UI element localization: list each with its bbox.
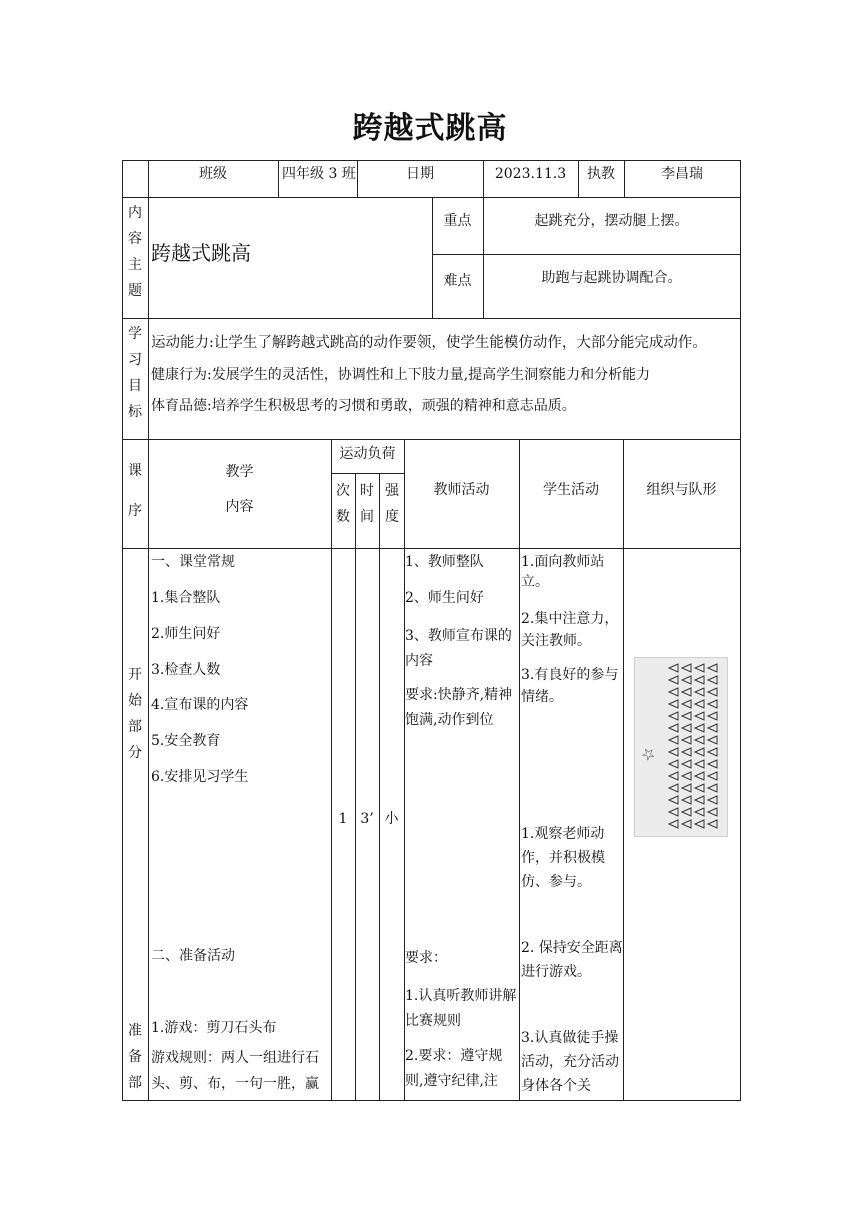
teacher-activity-item: 要求:快静齐,精神饱满,动作到位 bbox=[405, 687, 513, 728]
content-topic-label: 内 容 主 题 bbox=[128, 205, 142, 299]
intensity-header: 强 度 bbox=[385, 483, 399, 525]
class-value: 四年级 3 班 bbox=[282, 166, 356, 182]
intensity-value: 小 bbox=[384, 811, 399, 827]
student-triangle-icon bbox=[669, 688, 678, 696]
student-triangle-icon bbox=[682, 664, 691, 672]
difficulty-label: 难点 bbox=[443, 273, 472, 289]
student-triangle-icon bbox=[708, 664, 717, 672]
student-triangle-icon bbox=[708, 724, 717, 732]
page-title: 跨越式跳高 bbox=[352, 111, 508, 146]
formation-svg bbox=[635, 658, 727, 836]
student-triangle-icon bbox=[695, 700, 704, 708]
prep-section-label: 准 备 部 bbox=[128, 1023, 142, 1091]
student-triangle-icon bbox=[708, 796, 717, 804]
lesson-topic: 跨越式跳高 bbox=[151, 241, 251, 265]
student-triangle-icon bbox=[695, 772, 704, 780]
student-triangle-icon bbox=[682, 712, 691, 720]
student-triangle-icon bbox=[669, 736, 678, 744]
student-activity-item: 1.面向教师站立。 bbox=[521, 554, 605, 590]
student-triangle-icon bbox=[708, 676, 717, 684]
content-item: 3.检查人数 bbox=[151, 662, 221, 678]
student-triangle-icon bbox=[695, 748, 704, 756]
student-triangle-icon bbox=[682, 820, 691, 828]
teacher-value: 李昌瑞 bbox=[661, 166, 703, 182]
student-triangle-icon bbox=[695, 820, 704, 828]
prep-game: 1.游戏：剪刀石头布 bbox=[151, 1020, 277, 1036]
goal-line: 运动能力:让学生了解跨越式跳高的动作要领，使学生能模仿动作，大部分能完成动作。 bbox=[151, 335, 707, 351]
teacher-activity-item: 3、教师宣布课的内容 bbox=[405, 628, 512, 669]
student-triangle-icon bbox=[708, 820, 717, 828]
difficulty-value: 助跑与起跳协调配合。 bbox=[541, 270, 682, 286]
student-activity-item: 3.认真做徒手操活动，充分活动身体各个关 bbox=[521, 1030, 619, 1094]
student-activity-item: 2. 保持安全距离进行游戏。 bbox=[521, 940, 623, 980]
student-triangle-icon bbox=[669, 784, 678, 792]
student-triangle-icon bbox=[669, 676, 678, 684]
student-triangle-icon bbox=[695, 796, 704, 804]
goal-line: 体育品德:培养学生积极思考的习惯和勇敢，顽强的精神和意志品质。 bbox=[151, 398, 576, 414]
student-triangle-icon bbox=[669, 748, 678, 756]
teacher-label: 执教 bbox=[587, 166, 615, 182]
start-section-label: 开 始 部 分 bbox=[128, 667, 142, 761]
student-triangle-icon bbox=[695, 676, 704, 684]
student-activity-item: 2.集中注意力，关注教师。 bbox=[521, 611, 619, 649]
student-triangle-icon bbox=[682, 772, 691, 780]
student-activity-item: 1.观察老师动作，并积极模仿、参与。 bbox=[521, 826, 605, 890]
time-header: 时 间 bbox=[360, 483, 374, 525]
formation-diagram bbox=[634, 657, 728, 837]
student-triangle-icon bbox=[708, 760, 717, 768]
student-triangle-icon bbox=[708, 736, 717, 744]
student-triangle-icon bbox=[708, 784, 717, 792]
content-item: 5.安全教育 bbox=[151, 733, 221, 749]
student-triangle-icon bbox=[682, 688, 691, 696]
student-triangle-icon bbox=[669, 760, 678, 768]
order-header: 课 序 bbox=[128, 463, 142, 519]
teacher-requirement-title: 要求： bbox=[405, 950, 447, 966]
key-point-label: 重点 bbox=[443, 213, 472, 229]
teacher-mark-icon: ☆ bbox=[637, 742, 660, 766]
date-value: 2023.11.3 bbox=[494, 166, 567, 182]
student-triangle-icon bbox=[695, 724, 704, 732]
student-triangle-icon bbox=[669, 796, 678, 804]
student-triangle-icon bbox=[695, 808, 704, 816]
student-triangle-icon bbox=[695, 736, 704, 744]
content-item: 一、课堂常规 bbox=[151, 554, 235, 570]
time-value: 3’ bbox=[360, 811, 374, 827]
student-triangle-icon bbox=[695, 784, 704, 792]
student-triangle-icon bbox=[695, 664, 704, 672]
student-triangle-icon bbox=[708, 688, 717, 696]
content-item: 4.宣布课的内容 bbox=[151, 697, 249, 713]
student-activity-header: 学生活动 bbox=[543, 482, 599, 498]
teacher-activity-item: 2、师生问好 bbox=[405, 590, 484, 606]
teacher-activity-item: 1、教师整队 bbox=[405, 554, 484, 570]
content-item: 1.集合整队 bbox=[151, 590, 221, 606]
organization-header: 组织与队形 bbox=[646, 482, 717, 498]
student-triangle-icon bbox=[682, 748, 691, 756]
class-label: 班级 bbox=[199, 166, 227, 182]
content-header-2: 内容 bbox=[225, 499, 254, 515]
student-triangle-icon bbox=[669, 700, 678, 708]
student-triangle-icon bbox=[669, 664, 678, 672]
student-triangle-icon bbox=[669, 772, 678, 780]
goals-label: 学 习 目 标 bbox=[128, 326, 142, 420]
student-triangle-icon bbox=[669, 820, 678, 828]
student-triangle-icon bbox=[682, 808, 691, 816]
prep-title: 二、准备活动 bbox=[151, 948, 235, 964]
key-point-value: 起跳充分，摆动腿上摆。 bbox=[534, 213, 689, 229]
prep-rules: 游戏规则：两人一组进行石头、剪、布，一句一胜，赢 bbox=[151, 1050, 319, 1092]
student-triangle-icon bbox=[682, 796, 691, 804]
student-triangle-icon bbox=[708, 772, 717, 780]
load-header: 运动负荷 bbox=[339, 446, 396, 462]
student-triangle-icon bbox=[682, 784, 691, 792]
content-item: 2.师生问好 bbox=[151, 626, 221, 642]
date-label: 日期 bbox=[406, 166, 434, 182]
student-triangle-icon bbox=[669, 724, 678, 732]
content-item: 6.安排见习学生 bbox=[151, 769, 249, 785]
student-triangle-icon bbox=[708, 748, 717, 756]
student-triangle-icon bbox=[682, 700, 691, 708]
student-triangle-icon bbox=[682, 724, 691, 732]
student-triangle-icon bbox=[695, 760, 704, 768]
student-activity-item: 3.有良好的参与情绪。 bbox=[521, 667, 619, 705]
student-triangle-icon bbox=[682, 736, 691, 744]
student-triangle-icon bbox=[695, 712, 704, 720]
student-triangle-icon bbox=[695, 688, 704, 696]
count-header: 次 数 bbox=[336, 483, 350, 525]
student-triangle-icon bbox=[708, 700, 717, 708]
teacher-activity-header: 教师活动 bbox=[433, 482, 490, 498]
teacher-requirement: 1.认真听教师讲解比赛规则 bbox=[405, 988, 517, 1029]
count-value: 1 bbox=[338, 811, 348, 827]
teacher-requirement: 2.要求：遵守规则,遵守纪律,注 bbox=[405, 1048, 503, 1089]
student-triangle-icon bbox=[708, 712, 717, 720]
student-triangle-icon bbox=[682, 760, 691, 768]
student-triangle-icon bbox=[708, 808, 717, 816]
student-triangle-icon bbox=[669, 808, 678, 816]
student-triangle-icon bbox=[682, 676, 691, 684]
goal-line: 健康行为:发展学生的灵活性，协调性和上下肢力量,提高学生洞察能力和分析能力 bbox=[151, 367, 651, 383]
content-header-1: 教学 bbox=[225, 464, 254, 480]
student-triangle-icon bbox=[669, 712, 678, 720]
